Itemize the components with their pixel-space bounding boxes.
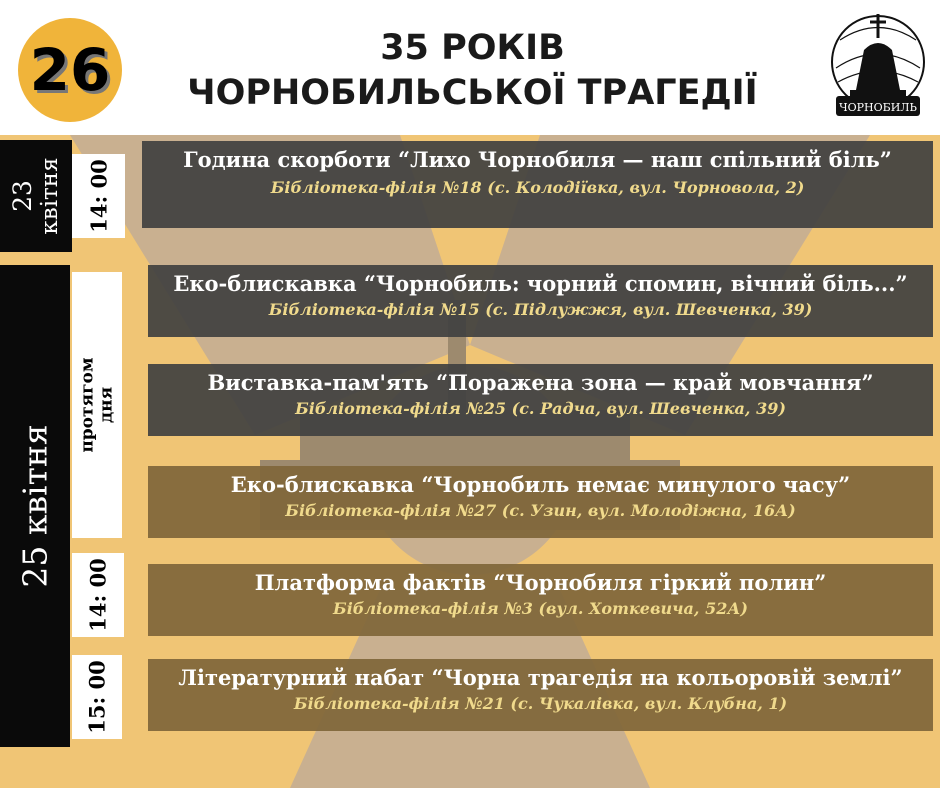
date-day-23: 23 [8, 180, 37, 212]
date-month-april: квітня [37, 157, 63, 235]
event-1 [142, 141, 933, 228]
event-name: Літературний набат “Чорна трагедія на кольоровій землі” [178, 665, 903, 690]
header [0, 0, 940, 135]
date-bar-april-23 [0, 140, 72, 252]
time-box-all-day [72, 272, 122, 538]
event-5 [148, 564, 933, 636]
event-place: Бібліотека-філія №21 (с. Чукалівка, вул. Клубна, 1) [293, 694, 788, 713]
event-name: Еко-блискавка “Чорнобиль: чорний спомин, вічний біль...” [173, 271, 908, 296]
day-number-badge [18, 18, 122, 122]
page-title-line2: ЧОРНОБИЛЬСЬКОЇ ТРАГЕДІЇ [187, 73, 758, 113]
event-2 [148, 265, 933, 337]
date-bar-april-25 [0, 265, 70, 747]
day-number: 26 [29, 36, 111, 104]
event-place: Бібліотека-філія №3 (вул. Хоткевича, 52А) [333, 599, 748, 618]
event-place: Бібліотека-філія №27 (с. Узин, вул. Молодіжна, 16А) [285, 501, 796, 520]
logo-text: ЧОРНОБИЛЬ [839, 101, 917, 114]
date-april-25: 25 квітня [15, 424, 55, 588]
event-4 [148, 466, 933, 538]
time-15-00: 15: 00 [84, 660, 110, 734]
time-box-2 [72, 553, 124, 637]
event-name: Виставка-пам'ять “Поражена зона — край мовчання” [207, 370, 874, 395]
event-place: Бібліотека-філія №15 (с. Підлужжя, вул. Шевченка, 39) [268, 300, 813, 319]
time-box-1 [72, 154, 125, 238]
event-name: Еко-блискавка “Чорнобиль немає минулого часу” [230, 472, 851, 497]
page-title-line1: 35 РОКІВ [380, 28, 565, 68]
event-place: Бібліотека-філія №25 (с. Радча, вул. Шевченка, 39) [295, 399, 786, 418]
time-all-day: протягом дня [77, 357, 116, 453]
event-name: Платформа фактів “Чорнобиля гіркий полин” [254, 570, 827, 595]
event-6 [148, 659, 933, 731]
event-name: Година скорботи “Лихо Чорнобиля — наш спільний біль” [183, 147, 892, 172]
time-14-00-first: 14: 00 [86, 159, 111, 233]
time-box-3 [72, 655, 122, 739]
event-3 [148, 364, 933, 436]
event-place: Бібліотека-філія №18 (с. Колодіївка, вул. Чорновола, 2) [270, 178, 805, 197]
time-14-00-second: 14: 00 [85, 558, 111, 632]
chornobyl-memorial-logo-icon [826, 10, 930, 125]
